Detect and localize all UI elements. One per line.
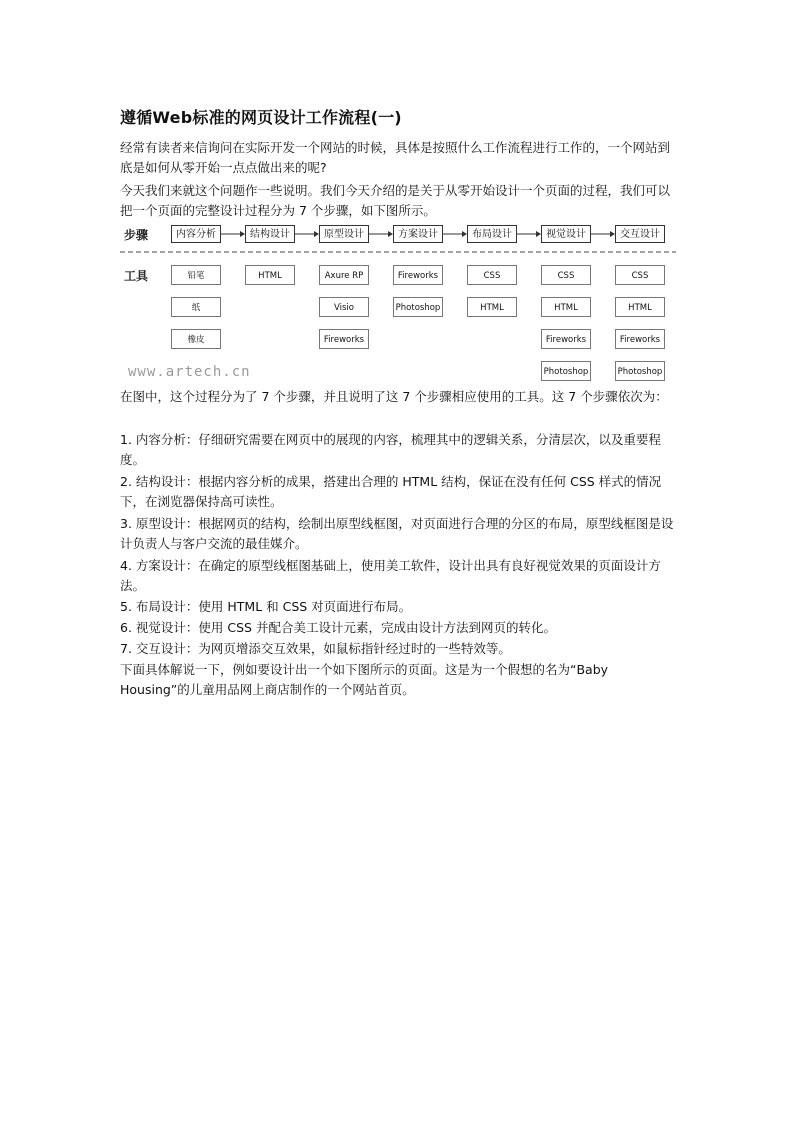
tool-box-4-1: Fireworks — [393, 265, 443, 285]
tool-box-6-2: HTML — [541, 297, 591, 317]
summary-paragraph: 在图中，这个过程分为了 7 个步骤，并且说明了这 7 个步骤相应使用的工具。这 7 个步骤依次为： — [120, 389, 668, 404]
list-item-3: 3. 原型设计：根据网页的结构，绘制出原型线框图，对页面进行合理的分区的布局，原型线框图是设计负责人与客户交流的最佳媒介。 — [120, 516, 674, 551]
tool-box-1-2: 纸 — [171, 297, 221, 317]
tool-box-7-4: Photoshop — [615, 361, 665, 381]
tool-box-6-4: Photoshop — [541, 361, 591, 381]
tool-box-6-3: Fireworks — [541, 329, 591, 349]
intro-paragraph-1: 经常有读者来信询问在实际开发一个网站的时候，具体是按照什么工作流程进行工作的，一个网站到底是如何从零开始一点点做出来的呢? — [120, 140, 671, 175]
list-item-1: 1. 内容分析：仔细研究需要在网页中的展现的内容，梳理其中的逻辑关系，分清层次，以及重要程度。 — [120, 432, 661, 467]
steps-row-label: 步骤 — [124, 228, 149, 242]
watermark-text: www.artech.cn — [128, 364, 251, 380]
list-item-6: 6. 视觉设计：使用 CSS 并配合美工设计元素，完成由设计方法到网页的转化。 — [120, 620, 556, 635]
step-box-6: 视觉设计 — [541, 225, 591, 243]
tool-box-1-3: 橡皮 — [171, 329, 221, 349]
step-box-2: 结构设计 — [245, 225, 295, 243]
tool-box-7-1: CSS — [615, 265, 665, 285]
closing-paragraph: 下面具体解说一下，例如要设计出一个如下图所示的页面。这是为一个假想的名为“Baby Housing”的儿童用品网上商店制作的一个网站首页。 — [120, 662, 609, 697]
tool-box-2-1: HTML — [245, 265, 295, 285]
step-box-3: 原型设计 — [319, 225, 369, 243]
step-box-5: 布局设计 — [467, 225, 517, 243]
tool-box-1-1: 铅笔 — [171, 265, 221, 285]
tool-box-5-1: CSS — [467, 265, 517, 285]
tool-box-6-1: CSS — [541, 265, 591, 285]
tool-box-7-2: HTML — [615, 297, 665, 317]
document-title: 遵循Web标准的网页设计工作流程(一) — [120, 108, 402, 127]
intro-paragraph-2: 今天我们来就这个问题作一些说明。我们今天介绍的是关于从零开始设计一个页面的过程，我们可以把一个页面的完整设计过程分为 7 个步骤，如下图所示。 — [120, 183, 671, 218]
step-box-4: 方案设计 — [393, 225, 443, 243]
tool-box-5-2: HTML — [467, 297, 517, 317]
tool-box-7-3: Fireworks — [615, 329, 665, 349]
list-item-5: 5. 布局设计：使用 HTML 和 CSS 对页面进行布局。 — [120, 599, 412, 614]
tool-box-3-1: Axure RP — [319, 265, 369, 285]
tool-box-3-3: Fireworks — [319, 329, 369, 349]
list-item-2: 2. 结构设计：根据内容分析的成果，搭建出合理的 HTML 结构，保证在没有任何 CSS 样式的情况下，在浏览器保持高可读性。 — [120, 474, 662, 509]
tool-box-4-2: Photoshop — [393, 297, 443, 317]
list-item-7: 7. 交互设计：为网页增添交互效果，如鼠标指针经过时的一些特效等。 — [120, 641, 511, 656]
list-item-4: 4. 方案设计：在确定的原型线框图基础上，使用美工软件，设计出具有良好视觉效果的页面设计方法。 — [120, 558, 661, 593]
step-box-7: 交互设计 — [615, 225, 665, 243]
step-box-1: 内容分析 — [171, 225, 221, 243]
tools-row-label: 工具 — [124, 269, 149, 283]
tool-box-3-2: Visio — [319, 297, 369, 317]
workflow-diagram — [120, 221, 676, 387]
